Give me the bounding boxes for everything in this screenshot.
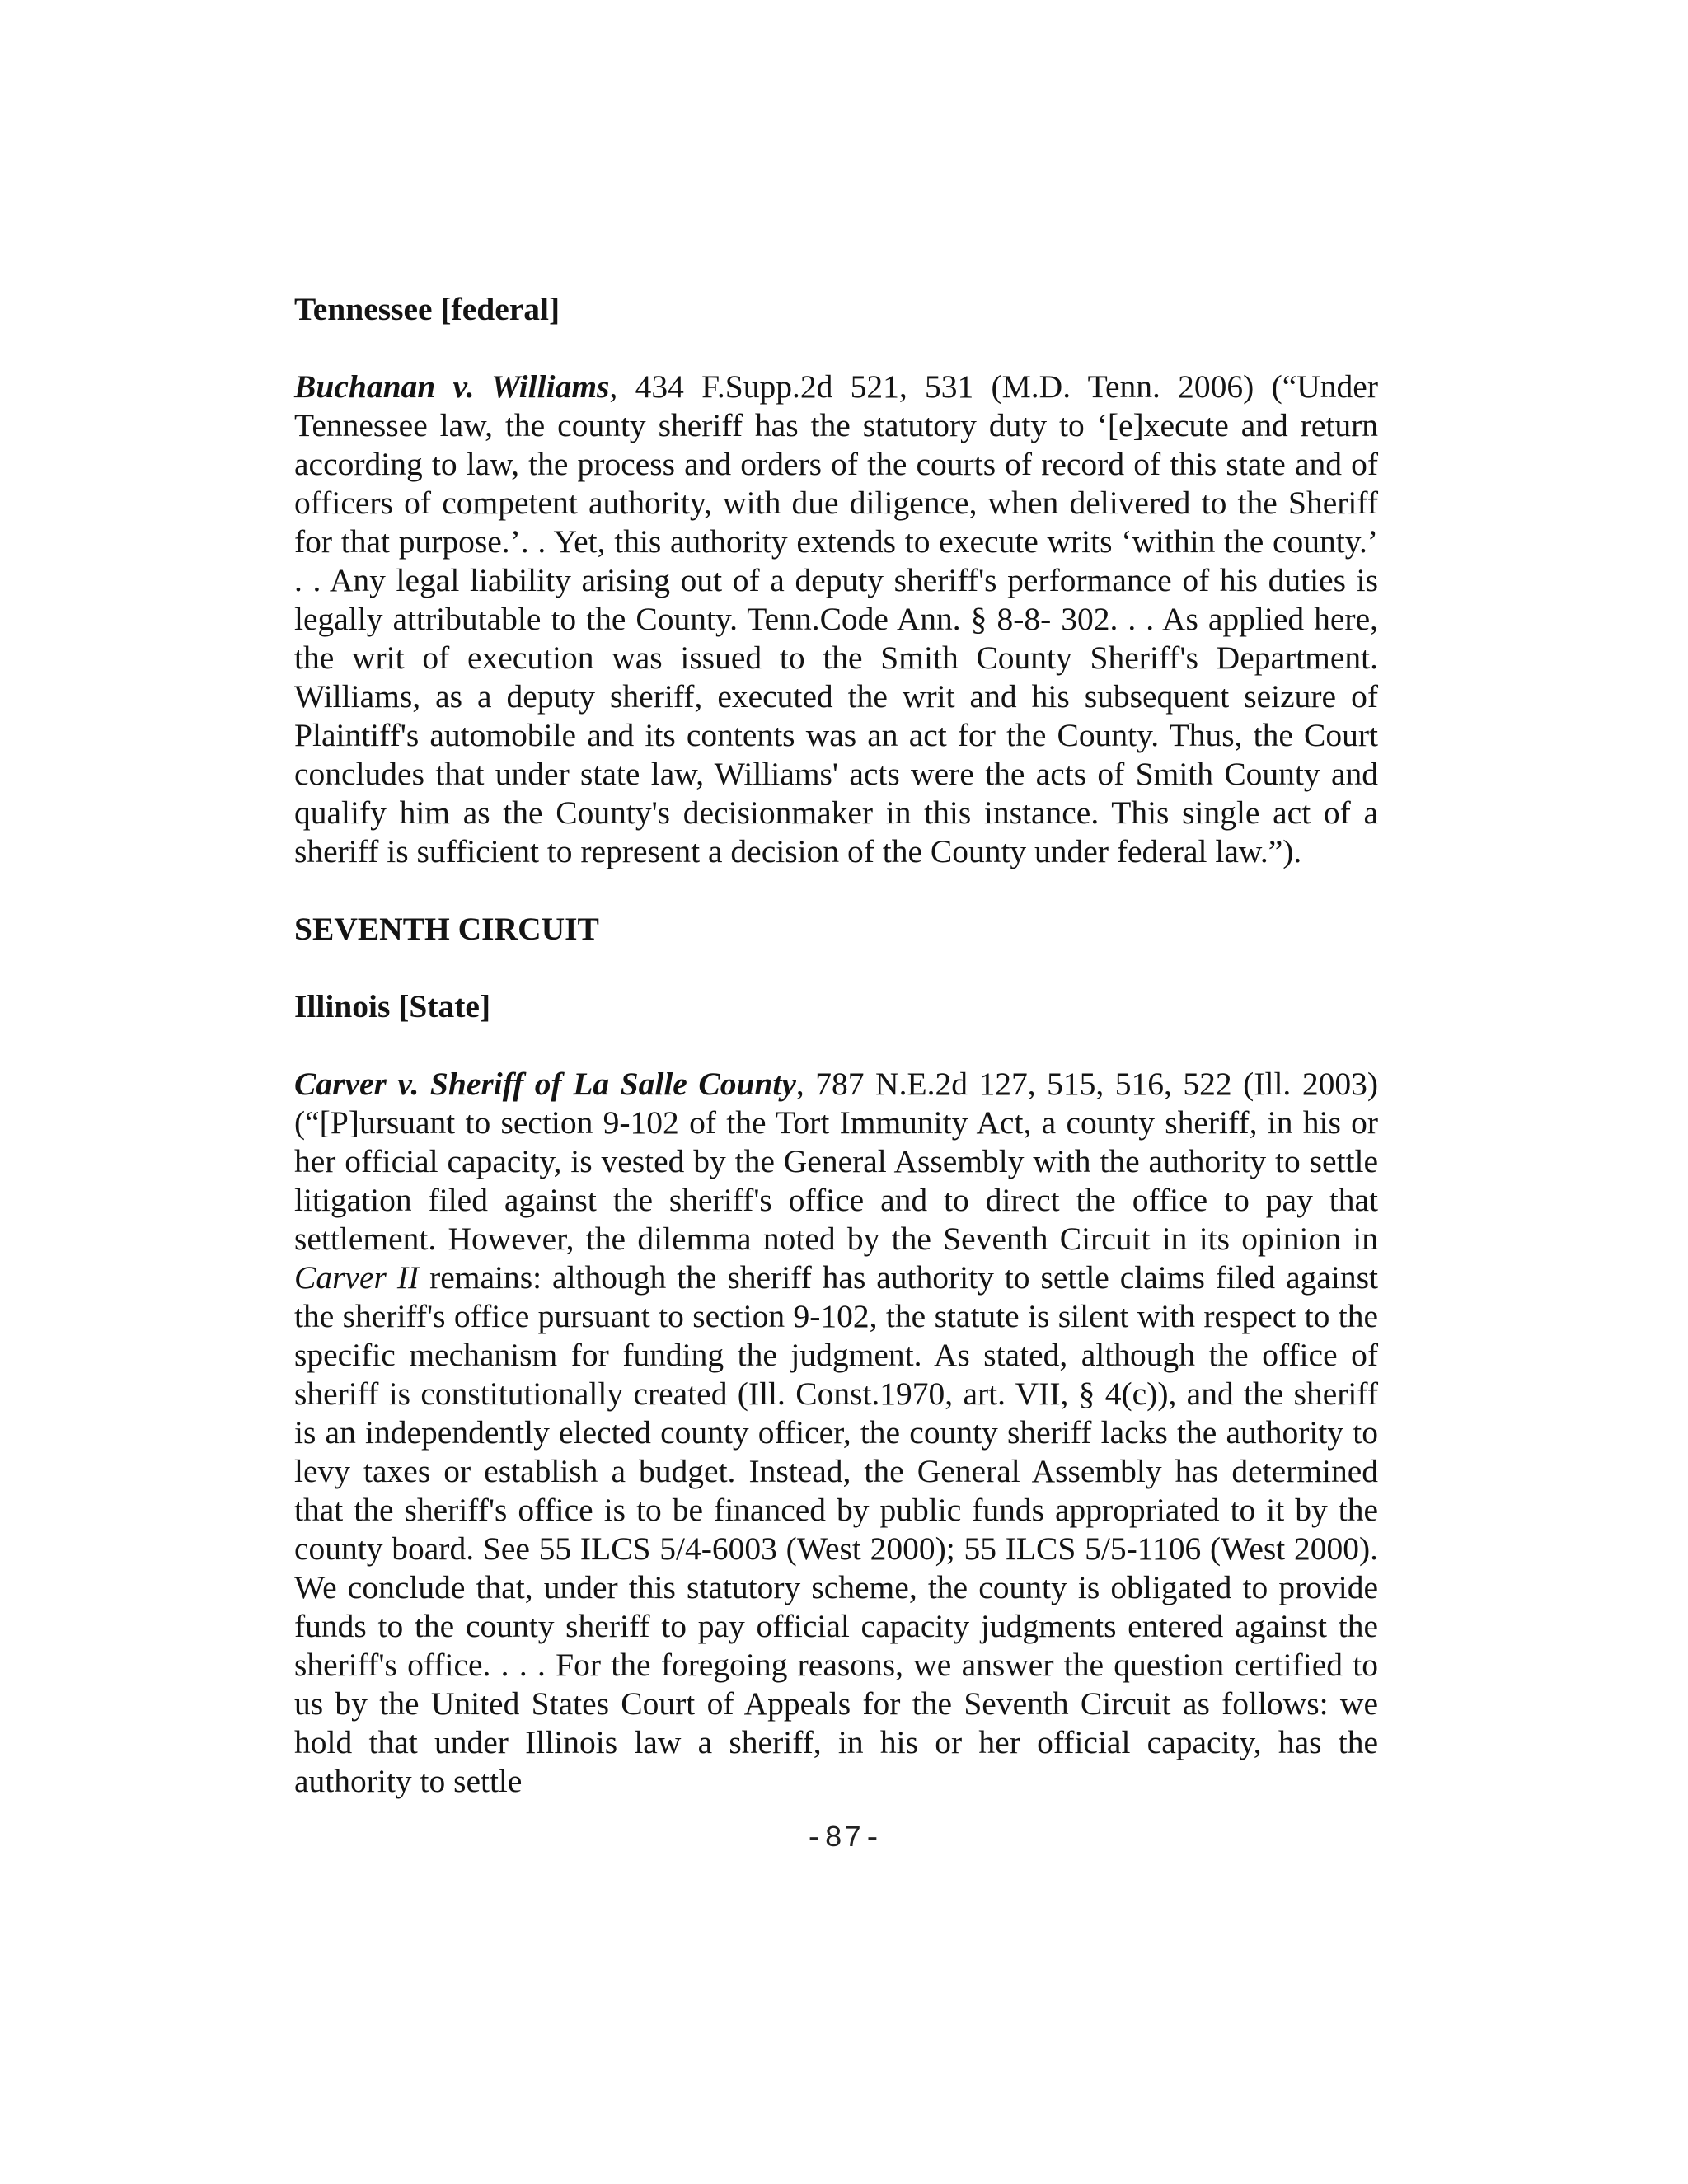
page-number: -87- xyxy=(804,1821,884,1855)
case-text-carver-part-1: , 787 N.E.2d 127, 515, 516, 522 (Ill. 2003) (“[P]ursuant to section 9-102 of the Tort Immunity Act, a county sheriff, in his or her official capacity, is vested by the General Assembly with the authority to settle litigation filed against the sheriff's office and to direct the office to pay that settlement. However, the dilemma noted by the Seventh Circuit in its opinion in xyxy=(294,1066,1378,1257)
spacer xyxy=(294,871,1378,910)
page-content xyxy=(294,290,1378,1801)
case-paragraph-buchanan xyxy=(294,368,1378,871)
case-name-carver: Carver v. Sheriff of La Salle County xyxy=(294,1066,796,1102)
spacer xyxy=(294,1026,1378,1065)
case-name-buchanan: Buchanan v. Williams xyxy=(294,368,610,405)
section-heading-illinois: Illinois [State] xyxy=(294,988,491,1024)
section-heading-seventh-circuit: SEVENTH CIRCUIT xyxy=(294,911,599,947)
spacer xyxy=(294,329,1378,368)
case-paragraph-carver xyxy=(294,1065,1378,1801)
case-reference-carver-ii: Carver II xyxy=(294,1259,420,1296)
section-heading-tennessee: Tennessee [federal] xyxy=(294,291,560,327)
spacer xyxy=(294,949,1378,987)
case-text-buchanan: , 434 F.Supp.2d 521, 531 (M.D. Tenn. 2006) (“Under Tennessee law, the county sheriff has the statutory duty to ‘[e]xecute and return according to law, the process and orders of the courts of record of this state and of officers of competent authority, with due diligence, when delivered to the Sheriff for that purpose.’. . Yet, this authority extends to execute writs ‘within the county.’ . . Any legal liability arising out of a deputy sheriff's performance of his duties is legally attributable to the County. Tenn.Code Ann. § 8-8- 302. . . As applied here, the writ of execution was issued to the Smith County Sheriff's Department. Williams, as a deputy sheriff, executed the writ and his subsequent seizure of Plaintiff's automobile and its contents was an act for the County. Thus, the Court concludes that under state law, Williams' acts were the acts of Smith County and qualify him as the County's decisionmaker in this instance. This single act of a sheriff is sufficient to represent a decision of the County under federal law.”). xyxy=(294,368,1378,869)
case-text-carver-part-2: remains: although the sheriff has authority to settle claims filed against the sheriff's office pursuant to section 9-102, the statute is silent with respect to the specific mechanism for funding the judgment. As stated, although the office of sheriff is constitutionally created (Ill. Const.1970, art. VII, § 4(c)), and the sheriff is an independently elected county officer, the county sheriff lacks the authority to levy taxes or establish a budget. Instead, the General Assembly has determined that the sheriff's office is to be financed by public funds appropriated to it by the county board. See 55 ILCS 5/4-6003 (West 2000); 55 ILCS 5/5-1106 (West 2000). We conclude that, under this statutory scheme, the county is obligated to provide funds to the county sheriff to pay official capacity judgments entered against the sheriff's office. . . . For the foregoing reasons, we answer the question certified to us by the United States Court of Appeals for the Seventh Circuit as follows: we hold that under Illinois law a sheriff, in his or her official capacity, has the authority to settle xyxy=(294,1259,1378,1799)
